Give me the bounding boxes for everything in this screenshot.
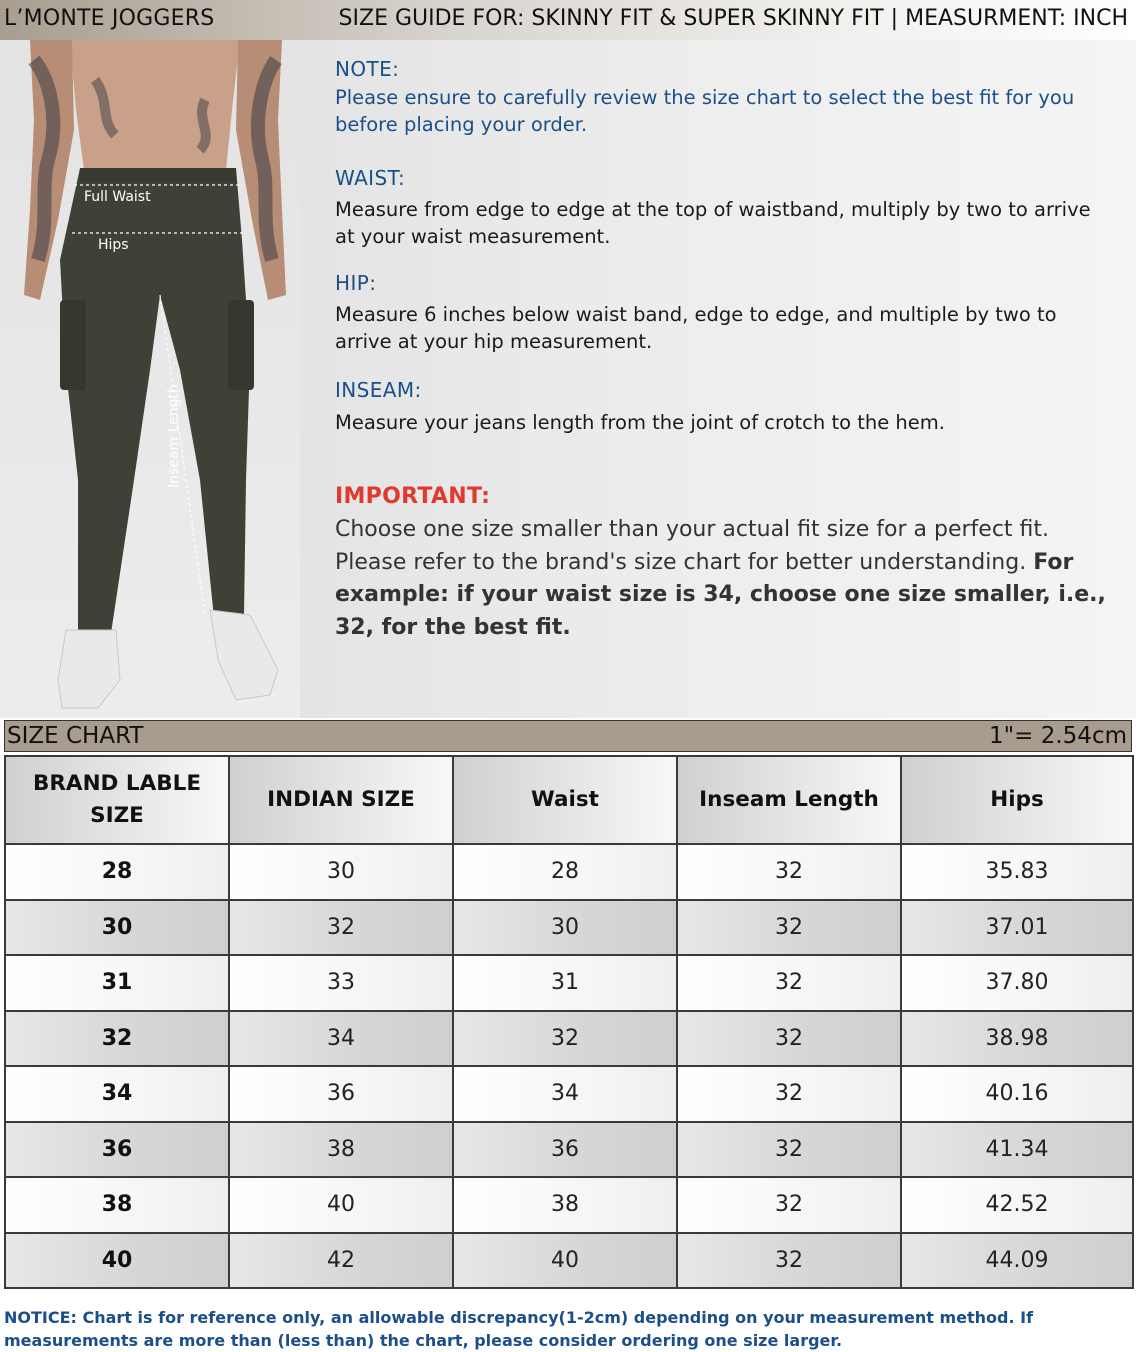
table-cell: 37.01	[901, 900, 1133, 956]
size-chart-bar	[4, 720, 1132, 752]
size-chart-title: SIZE CHART	[7, 723, 144, 749]
table-cell: 34	[229, 1011, 453, 1067]
table-cell: 40	[453, 1233, 677, 1289]
inseam-label: Inseam Length	[166, 384, 182, 488]
table-cell: 37.80	[901, 955, 1133, 1011]
full-waist-label: Full Waist	[84, 189, 151, 205]
table-cell: 32	[677, 1233, 901, 1289]
important-body: Choose one size smaller than your actual fit size for a perfect fit. Please refer to the brand's size chart for better understanding.	[335, 517, 1050, 575]
hip-heading: HIP:	[335, 271, 377, 295]
table-cell: 32	[677, 900, 901, 956]
column-header: Inseam Length	[677, 756, 901, 844]
table-cell: 35.83	[901, 844, 1133, 900]
waist-heading: WAIST:	[335, 166, 406, 190]
table-cell: 34	[453, 1066, 677, 1122]
important-heading: IMPORTANT:	[335, 484, 491, 509]
table-cell: 32	[677, 1011, 901, 1067]
table-cell: 36	[5, 1122, 229, 1178]
table-cell: 32	[229, 900, 453, 956]
table-cell: 28	[453, 844, 677, 900]
table-cell: 32	[453, 1011, 677, 1067]
product-photo	[0, 40, 300, 718]
header-bar	[0, 0, 1136, 40]
table-row	[5, 1233, 1133, 1289]
table-row	[5, 1011, 1133, 1067]
table-cell: 40	[5, 1233, 229, 1289]
table-cell: 32	[677, 1177, 901, 1233]
table-cell: 41.34	[901, 1122, 1133, 1178]
important-text	[335, 514, 1125, 644]
column-header: Waist	[453, 756, 677, 844]
table-cell: 32	[677, 955, 901, 1011]
table-cell: 42.52	[901, 1177, 1133, 1233]
table-row	[5, 844, 1133, 900]
instructions-panel	[300, 40, 1136, 718]
table-cell: 38	[5, 1177, 229, 1233]
table-cell: 33	[229, 955, 453, 1011]
size-guide-title: SIZE GUIDE FOR: SKINNY FIT & SUPER SKINNY FIT | MEASURMENT: INCH	[338, 6, 1128, 31]
table-cell: 36	[229, 1066, 453, 1122]
column-header: Hips	[901, 756, 1133, 844]
notice-text: NOTICE: Chart is for reference only, an allowable discrepancy(1-2cm) depending on your measurement method. If measurements are more than (less than) the chart, please consider ordering one size larger.	[4, 1308, 1034, 1350]
table-row	[5, 955, 1133, 1011]
table-cell: 38.98	[901, 1011, 1133, 1067]
hips-label: Hips	[98, 237, 129, 253]
table-cell: 38	[229, 1122, 453, 1178]
unit-conversion: 1"= 2.54cm	[988, 723, 1127, 749]
table-cell: 32	[677, 1066, 901, 1122]
brand-title: L’MONTE JOGGERS	[4, 6, 215, 31]
inseam-heading: INSEAM:	[335, 378, 422, 402]
table-cell: 42	[229, 1233, 453, 1289]
note-text: Please ensure to carefully review the size chart to select the best fit for you before placing your order.	[335, 86, 1075, 136]
model-illustration	[0, 40, 300, 718]
table-cell: 40	[229, 1177, 453, 1233]
column-header: BRAND LABLE SIZE	[5, 756, 229, 844]
table-cell: 30	[229, 844, 453, 900]
table-row	[5, 1066, 1133, 1122]
size-table	[4, 755, 1134, 1289]
table-header-row	[5, 756, 1133, 844]
table-cell: 38	[453, 1177, 677, 1233]
table-cell: 31	[453, 955, 677, 1011]
important-example: For example: if your waist size is 34, choose one size smaller, i.e., 32, for the best fit.	[335, 549, 1106, 640]
table-row	[5, 1177, 1133, 1233]
table-cell: 30	[453, 900, 677, 956]
table-cell: 32	[677, 844, 901, 900]
table-cell: 44.09	[901, 1233, 1133, 1289]
table-cell: 32	[677, 1122, 901, 1178]
table-cell: 34	[5, 1066, 229, 1122]
hip-text: Measure 6 inches below waist band, edge to edge, and multiple by two to arrive at your hip measurement.	[335, 303, 1057, 353]
table-row	[5, 1122, 1133, 1178]
table-cell: 32	[5, 1011, 229, 1067]
table-row	[5, 900, 1133, 956]
column-header: INDIAN SIZE	[229, 756, 453, 844]
table-cell: 31	[5, 955, 229, 1011]
waist-text: Measure from edge to edge at the top of waistband, multiply by two to arrive at your waist measurement.	[335, 198, 1091, 248]
table-cell: 30	[5, 900, 229, 956]
note-heading: NOTE:	[335, 57, 400, 81]
table-cell: 40.16	[901, 1066, 1133, 1122]
inseam-text: Measure your jeans length from the joint of crotch to the hem.	[335, 411, 945, 434]
table-cell: 28	[5, 844, 229, 900]
table-cell: 36	[453, 1122, 677, 1178]
